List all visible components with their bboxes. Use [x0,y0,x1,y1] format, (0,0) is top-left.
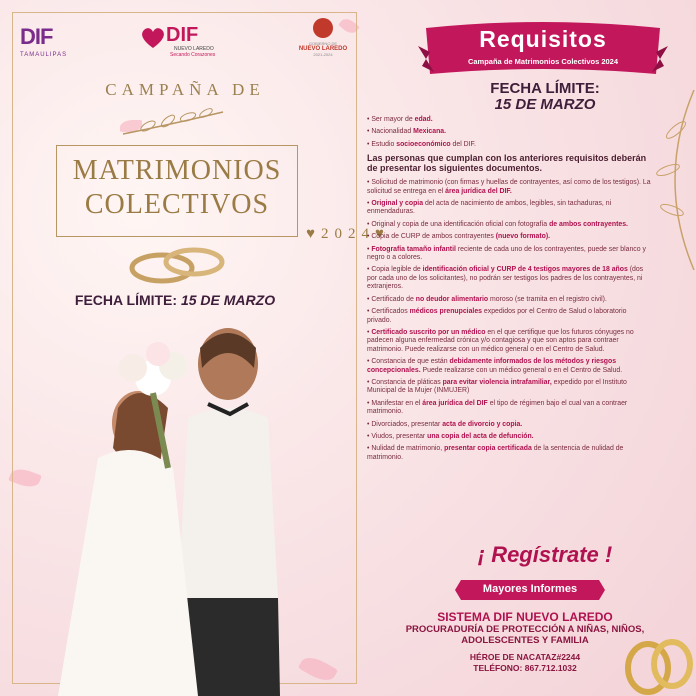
requirement-item [367,179,651,196]
procuraduria-name: PROCURADURÍA DE PROTECCIÓN A NIÑAS, NIÑOS, ADOLESCENTES Y FAMILIA [405,624,645,646]
logo-bar [18,18,358,66]
title-line-1: MATRIMONIOS [72,155,282,186]
requirement-text: • Nacionalidad [367,128,414,136]
requirement-item [367,141,651,149]
requirement-text: del acta de nacimiento de ambos, legibles, sin tachaduras, ni enmendaduras. [367,200,612,216]
requirement-text: • Certificado de [367,295,416,303]
requirement-text: del DIF. [450,140,476,148]
right-deadline-value: 15 DE MARZO [494,96,596,113]
gobierno-nuevo-laredo-logo [288,18,358,66]
requirement-text: (nuevo formato). [495,233,551,241]
requirement-text: • Copia legible de [367,266,423,274]
requirement-item [367,233,651,241]
requirement-text: moroso (se tramita en el registro civil). [488,295,607,303]
requirement-text: • [367,200,372,208]
requirement-text: Certificado suscrito por un médico [371,328,486,336]
requirement-text: presentar copia certificada [444,445,532,453]
requirement-item [367,308,651,325]
requirement-text: • Original y copia de una identificación oficial con fotografía [367,220,550,228]
requirement-text: debidamente informados de los métodos y riesgos concepcionales. [367,358,617,374]
dif-logo-sub: TAMAULIPAS [20,52,68,58]
requirement-text: • Certificados [367,308,410,316]
requirement-text: • Constancia de que están [367,358,450,366]
requirement-item [367,128,651,136]
gov-label: GOBIERNO DE [308,41,338,46]
requirements-basic [367,116,651,149]
requirement-text: edad. [414,116,433,123]
requirement-text: • Estudio [367,140,397,148]
requirement-text: • Constancia de pláticas [367,378,443,386]
requirement-text: • [367,245,372,253]
requirement-text: de la sentencia de nulidad de matrimonio. [367,445,624,461]
requirement-text: Fotografía tamaño infantil [371,245,456,253]
dif2-logo-slogan: Secando Corazones [170,52,216,58]
gov-name: NUEVO LAREDO [298,46,348,52]
system-name: SISTEMA DIF NUEVO LAREDO [437,610,613,624]
year-label: ♥2024♥ [306,226,390,242]
dif-tamaulipas-logo [18,20,66,64]
requirement-item [367,329,651,354]
campaign-label: CAMPAÑA DE [105,80,265,99]
dif-logo-text: DIF [20,24,53,49]
requirement-item [367,200,651,217]
dif-nuevo-laredo-logo [140,24,240,64]
title-line-2: COLECTIVOS [84,189,270,220]
requirement-item [367,379,651,396]
requirement-text: expedido por el Instituto Municipal de la Mujer (INMUJER) [367,378,627,395]
laurel-icon [118,104,228,142]
gold-rings-icon [620,620,696,696]
requirement-text: para evitar violencia intrafamiliar, [442,378,552,386]
requirement-text: • Solicitud de matrimonio (con firmas y huellas de contrayentes, así como de los testigos). La solicitud se entrega en el [367,179,651,195]
requirement-text: acta de divorcio y copia. [442,420,523,428]
emblem-icon [313,18,333,38]
requirement-text: área jurídica del DIF [422,399,488,407]
requirement-text: identificación oficial y CURP de 4 testigos mayores de 18 años [422,266,628,274]
requirements-documents [367,179,651,462]
requirement-item [367,266,651,291]
requirement-text: una copia del acta de defunción. [427,432,534,440]
mayores-informes-box [455,578,605,602]
requirement-text: • Viudos, presentar [367,432,428,440]
phone: TELÉFONO: 867.712.1032 [473,663,577,673]
requirement-text: de ambos contrayentes. [549,220,628,228]
requirements-intro: Las personas que cumplan con los anteriores requisitos deberán de presentar los siguientes documentos. [367,153,647,174]
dif2-logo-text: DIF [166,24,199,46]
requirement-text: reciente de cada uno de los contrayentes, puede ser blanco y negro o a colores. [367,245,646,262]
right-deadline-label: FECHA LÍMITE: [490,80,600,97]
left-deadline-value: 15 DE MARZO [180,292,276,308]
requirement-item [367,221,651,229]
left-deadline-label: FECHA LÍMITE: [74,292,178,308]
requirement-text: médicos prenupciales [409,308,483,316]
requirement-text: el tipo de régimen bajo el cual van a contraer matrimonio. [367,399,628,416]
title-frame [56,145,298,237]
requisitos-title: Requisitos [479,26,607,52]
requirement-text: (dos por cada uno de los solicitantes), no podrán ser testigos los padres de los contrayentes, ni extranjeros. [367,266,644,291]
requirement-text: • [367,328,372,336]
requirement-item [367,296,651,304]
dif2-logo-sub: NUEVO LAREDO [174,46,214,52]
address: HÉROE DE NACATAZ#2244 [469,652,581,662]
couple-photo [58,318,308,696]
requirement-item [367,421,651,429]
requirement-text: área jurídica del DIF. [445,187,512,195]
wedding-rings-icon [122,244,234,286]
requirement-text: • Manifestar en el [367,399,423,407]
requirement-text: en el que certifique que los futuros cónyuges no padecen alguna enfermedad crónica y/o contagiosa y que son aptos para contraer matrimonio. Puede realizarse con un médico general o en el Centro de Salud. [367,328,634,353]
requirement-text: no deudor alimentario [415,295,489,303]
requirement-text: Puede realizarse con un médico general o en el Centro de Salud. [420,366,623,374]
requirement-text: Original y copia [371,200,424,208]
requirement-text: • Nulidad de matrimonio, [367,445,445,453]
requirement-text: expedidos por el Centro de Salud o laboratorio privado. [367,308,627,324]
requisitos-ribbon-text [418,22,668,82]
heart-icon [140,26,166,50]
requirement-text: Mexicana. [413,128,447,136]
requirement-text: socioeconómico [396,140,451,148]
requirement-text: • Ser mayor de [367,116,415,123]
gov-years: 2021-2024 [313,52,333,57]
requirement-item [367,116,651,124]
requirements-list [367,116,651,466]
requirement-item [367,246,651,263]
mayores-informes-label: Mayores Informes [482,583,578,595]
requirement-item [367,433,651,441]
requirement-item [367,358,651,375]
requirement-item [367,445,651,462]
gold-leaf-decoration [636,90,696,270]
requirement-item [367,400,651,417]
requirement-text: • Copia de CURP de ambos contrayentes [367,233,496,241]
requisitos-subtitle: Campaña de Matrimonios Colectivos 2024 [467,57,619,66]
register-cta: ¡ Regístrate ! [477,542,613,567]
left-deadline [0,292,350,308]
requirement-text: • Divorciados, presentar [367,420,443,428]
